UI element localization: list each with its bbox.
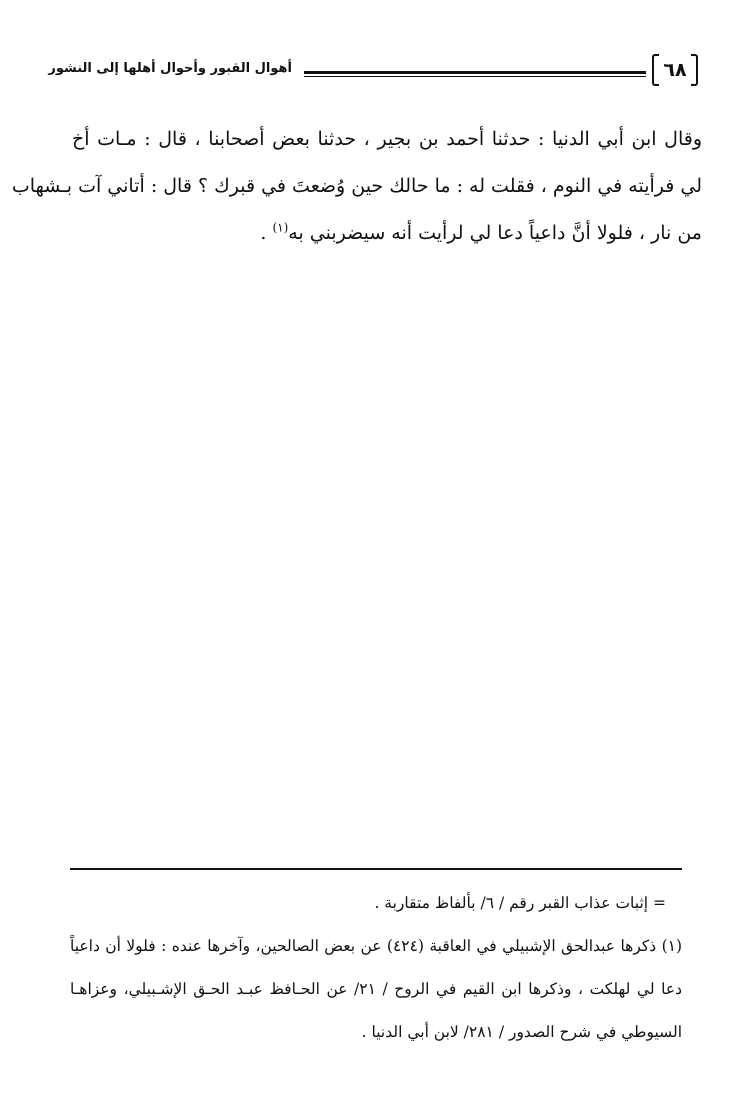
footnote-1-line: دعا لي لهلكت ، وذكرها ابن القيم في الروح / ٢١/ عن الحـافظ عبـد الحـق الإشـبيلي، وعزاهـا (70, 980, 682, 998)
footnote-continuation: = إثبات عذاب القبر رقم / ٦/ بألفاظ متقاربة . (374, 894, 666, 912)
body-line: لي فرأيته في النوم ، فقلت له : ما حالك حين وُضعتَ في قبرك ؟ قال : أتاني آت بـشهاب (11, 175, 702, 197)
footnotes (70, 882, 682, 1054)
body-paragraph (11, 116, 702, 257)
running-title: أهوال القبور وأحوال أهلها إلى النشور (48, 61, 292, 76)
header-rule (304, 71, 646, 74)
left-bracket (652, 54, 659, 86)
footnote-separator (70, 868, 682, 870)
footnote-reference[interactable]: (١) (272, 220, 289, 235)
body-line-last (72, 210, 702, 257)
footnote-1-line: (١) ذكرها عبدالحق الإشبيلي في العاقبة (٤٢٤) عن بعض الصالحين، وآخرها عنده : فلولا أن داعياً (70, 937, 683, 955)
page-number-frame (652, 54, 698, 86)
page-header (48, 52, 698, 96)
right-bracket (691, 54, 698, 86)
body-line: وقال ابن أبي الدنيا : حدثنا أحمد بن بجير ، حدثنا بعض أصحابنا ، قال : مـات أخ (72, 128, 702, 150)
body-line-text: من نار ، فلولا أنَّ داعياً دعا لي لرأيت أنه سيضربني به (288, 222, 702, 244)
sentence-end: . (260, 222, 273, 244)
footnote-1-line: السيوطي في شرح الصدور / ٢٨١/ لابن أبي الدنيا . (361, 1023, 682, 1041)
page-number: ٦٨ (663, 59, 687, 81)
